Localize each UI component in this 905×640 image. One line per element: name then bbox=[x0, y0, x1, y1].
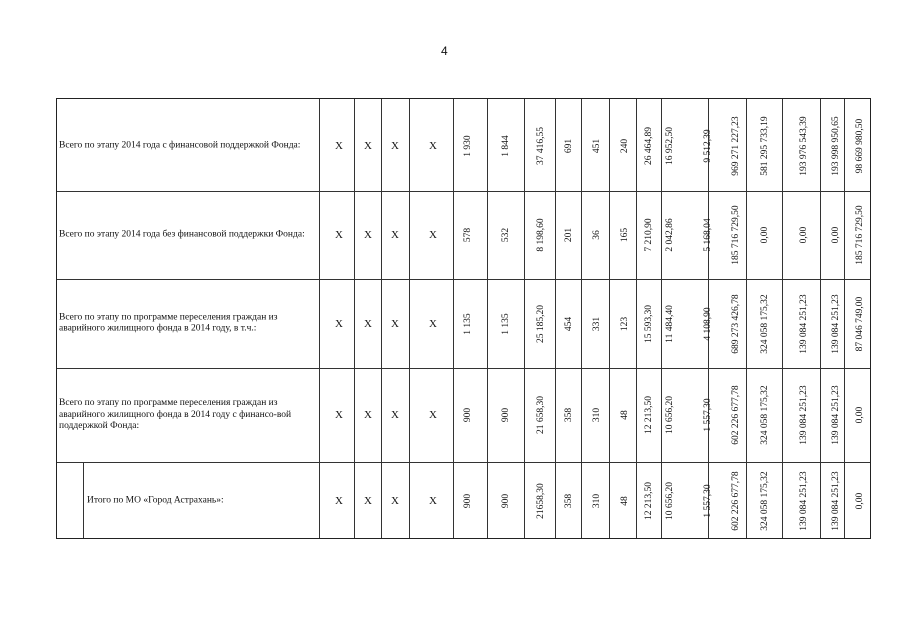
table-cell: 0,00 bbox=[760, 226, 770, 244]
table-cell: 193 998 950,65 bbox=[831, 116, 841, 176]
table-cell: 1 135 bbox=[501, 312, 511, 335]
table-cell: 139 084 251,23 bbox=[799, 385, 809, 445]
table-cell: 602 226 677,78 bbox=[731, 385, 741, 445]
table-cell: 602 226 677,78 bbox=[731, 471, 741, 531]
table-cell: X bbox=[391, 140, 399, 152]
row-label: Всего по этапу по программе переселения граждан из аварийного жилищного фонда в 2014 году с финансо-вой поддержкой Фонда: bbox=[59, 397, 292, 431]
table-cell: X bbox=[429, 229, 437, 241]
data-table bbox=[56, 98, 871, 539]
table-cell: 12 213,50 bbox=[644, 482, 654, 520]
table-cell: 185 716 729,50 bbox=[731, 205, 741, 265]
table-cell: X bbox=[391, 317, 399, 330]
table-cell: 1 135 bbox=[463, 312, 473, 335]
column-divider bbox=[820, 99, 821, 538]
column-divider bbox=[609, 99, 610, 538]
table-cell: 36 bbox=[592, 230, 602, 240]
row-divider bbox=[57, 279, 870, 280]
row-label: Всего по этапу 2014 года без финансовой поддержки Фонда: bbox=[59, 229, 305, 240]
table-cell: 8 198,60 bbox=[536, 218, 546, 252]
table-cell: 165 bbox=[620, 227, 630, 243]
row-label: Итого по МО «Город Астрахань»: bbox=[87, 495, 224, 506]
column-divider bbox=[453, 99, 454, 538]
row-divider bbox=[57, 191, 870, 192]
table-cell: 324 058 175,32 bbox=[760, 385, 770, 445]
table-cell: X bbox=[391, 495, 399, 507]
table-cell: X bbox=[429, 140, 437, 152]
table-cell: X bbox=[391, 229, 399, 241]
table-cell: 139 084 251,23 bbox=[831, 471, 841, 531]
table-cell: 900 bbox=[463, 407, 473, 423]
column-divider bbox=[555, 99, 556, 538]
table-cell: X bbox=[429, 409, 437, 421]
table-cell: 969 271 227,23 bbox=[731, 116, 741, 176]
column-divider bbox=[487, 99, 488, 538]
table-cell: 185 716 729,50 bbox=[855, 205, 865, 265]
table-cell: 0,00 bbox=[831, 226, 841, 244]
table-cell: 9 512,39 bbox=[703, 129, 713, 163]
table-cell: 0,00 bbox=[855, 406, 865, 424]
table-cell: X bbox=[364, 495, 372, 507]
table-cell: 48 bbox=[620, 496, 630, 506]
column-divider bbox=[636, 99, 637, 538]
table-cell: 581 295 733,19 bbox=[760, 116, 770, 176]
row-divider bbox=[57, 462, 870, 463]
column-divider bbox=[844, 99, 845, 538]
table-cell: 193 976 543,39 bbox=[799, 116, 809, 176]
table-cell: 48 bbox=[620, 410, 630, 420]
table-cell: 98 669 980,50 bbox=[855, 118, 865, 174]
table-cell: 331 bbox=[592, 316, 602, 331]
table-cell: 900 bbox=[463, 493, 473, 509]
table-cell: X bbox=[335, 409, 343, 421]
table-cell: X bbox=[335, 317, 343, 330]
table-cell: 1 930 bbox=[463, 135, 473, 157]
table-cell: 37 416,55 bbox=[536, 127, 546, 165]
table-cell: 691 bbox=[564, 138, 574, 154]
table-cell: 0,00 bbox=[799, 226, 809, 244]
table-cell: 25 185,20 bbox=[536, 304, 546, 343]
row-label: Всего по этапу 2014 года с финансовой поддержкой Фонда: bbox=[59, 140, 301, 151]
table-cell: 139 084 251,23 bbox=[799, 471, 809, 531]
table-cell: 900 bbox=[501, 407, 511, 423]
table-cell: 324 058 175,32 bbox=[760, 293, 770, 354]
table-cell: 4 108,90 bbox=[703, 306, 713, 341]
table-cell: 21 658,30 bbox=[536, 396, 546, 434]
table-cell: 11 484,40 bbox=[665, 304, 675, 343]
column-divider bbox=[524, 99, 525, 538]
column-divider bbox=[782, 99, 783, 538]
table-cell: X bbox=[335, 495, 343, 507]
table-cell: 16 952,50 bbox=[665, 127, 675, 165]
row-divider bbox=[57, 368, 870, 369]
table-cell: X bbox=[391, 409, 399, 421]
table-cell: 0,00 bbox=[855, 492, 865, 510]
table-cell: 21658,30 bbox=[536, 483, 546, 519]
table-cell: 7 210,90 bbox=[644, 218, 654, 252]
table-cell: 689 273 426,78 bbox=[731, 293, 741, 354]
table-cell: 240 bbox=[620, 138, 630, 154]
table-cell: 26 464,89 bbox=[644, 127, 654, 165]
column-divider bbox=[409, 99, 410, 538]
table-cell: X bbox=[335, 229, 343, 241]
table-cell: 139 084 251,23 bbox=[831, 385, 841, 445]
table-cell: 310 bbox=[592, 493, 602, 509]
table-cell: 2 042,86 bbox=[665, 218, 675, 252]
table-cell: X bbox=[364, 317, 372, 330]
table-cell: 139 084 251,23 bbox=[831, 293, 841, 354]
table-cell: X bbox=[364, 229, 372, 241]
table-cell: 451 bbox=[592, 138, 602, 154]
table-cell: 310 bbox=[592, 407, 602, 423]
table-cell: 900 bbox=[501, 493, 511, 509]
table-cell: 10 656,20 bbox=[665, 396, 675, 434]
table-cell: 324 058 175,32 bbox=[760, 471, 770, 531]
row-label: Всего по этапу по программе переселения граждан из аварийного жилищного фонда в 2014 году, в т.ч.: bbox=[59, 312, 278, 334]
table-cell: X bbox=[429, 317, 437, 330]
table-cell: 1 557,30 bbox=[703, 398, 713, 432]
table-cell: 15 593,30 bbox=[644, 304, 654, 343]
table-cell: 532 bbox=[501, 227, 511, 243]
table-cell: 578 bbox=[463, 227, 473, 243]
table-cell: 139 084 251,23 bbox=[799, 293, 809, 354]
table-cell: 1 844 bbox=[501, 135, 511, 157]
table-cell: X bbox=[364, 140, 372, 152]
table-cell: X bbox=[335, 140, 343, 152]
column-divider bbox=[661, 99, 662, 538]
table-cell: 12 213,50 bbox=[644, 396, 654, 434]
table-cell: X bbox=[429, 495, 437, 507]
table-cell: 123 bbox=[620, 316, 630, 331]
table-cell: 358 bbox=[564, 493, 574, 509]
table-cell: 87 046 749,00 bbox=[855, 296, 865, 351]
table-cell: 201 bbox=[564, 227, 574, 243]
column-divider bbox=[354, 99, 355, 538]
table-cell: 358 bbox=[564, 407, 574, 423]
table-cell: 5 168,04 bbox=[703, 218, 713, 252]
table-cell: 10 656,20 bbox=[665, 482, 675, 520]
column-divider bbox=[319, 99, 320, 538]
table-cell: 454 bbox=[564, 316, 574, 331]
table-cell: X bbox=[364, 409, 372, 421]
indent-divider bbox=[83, 462, 84, 538]
column-divider bbox=[581, 99, 582, 538]
page-number: 4 bbox=[441, 44, 448, 58]
table-cell: 1 557,30 bbox=[703, 484, 713, 518]
column-divider bbox=[746, 99, 747, 538]
column-divider bbox=[381, 99, 382, 538]
